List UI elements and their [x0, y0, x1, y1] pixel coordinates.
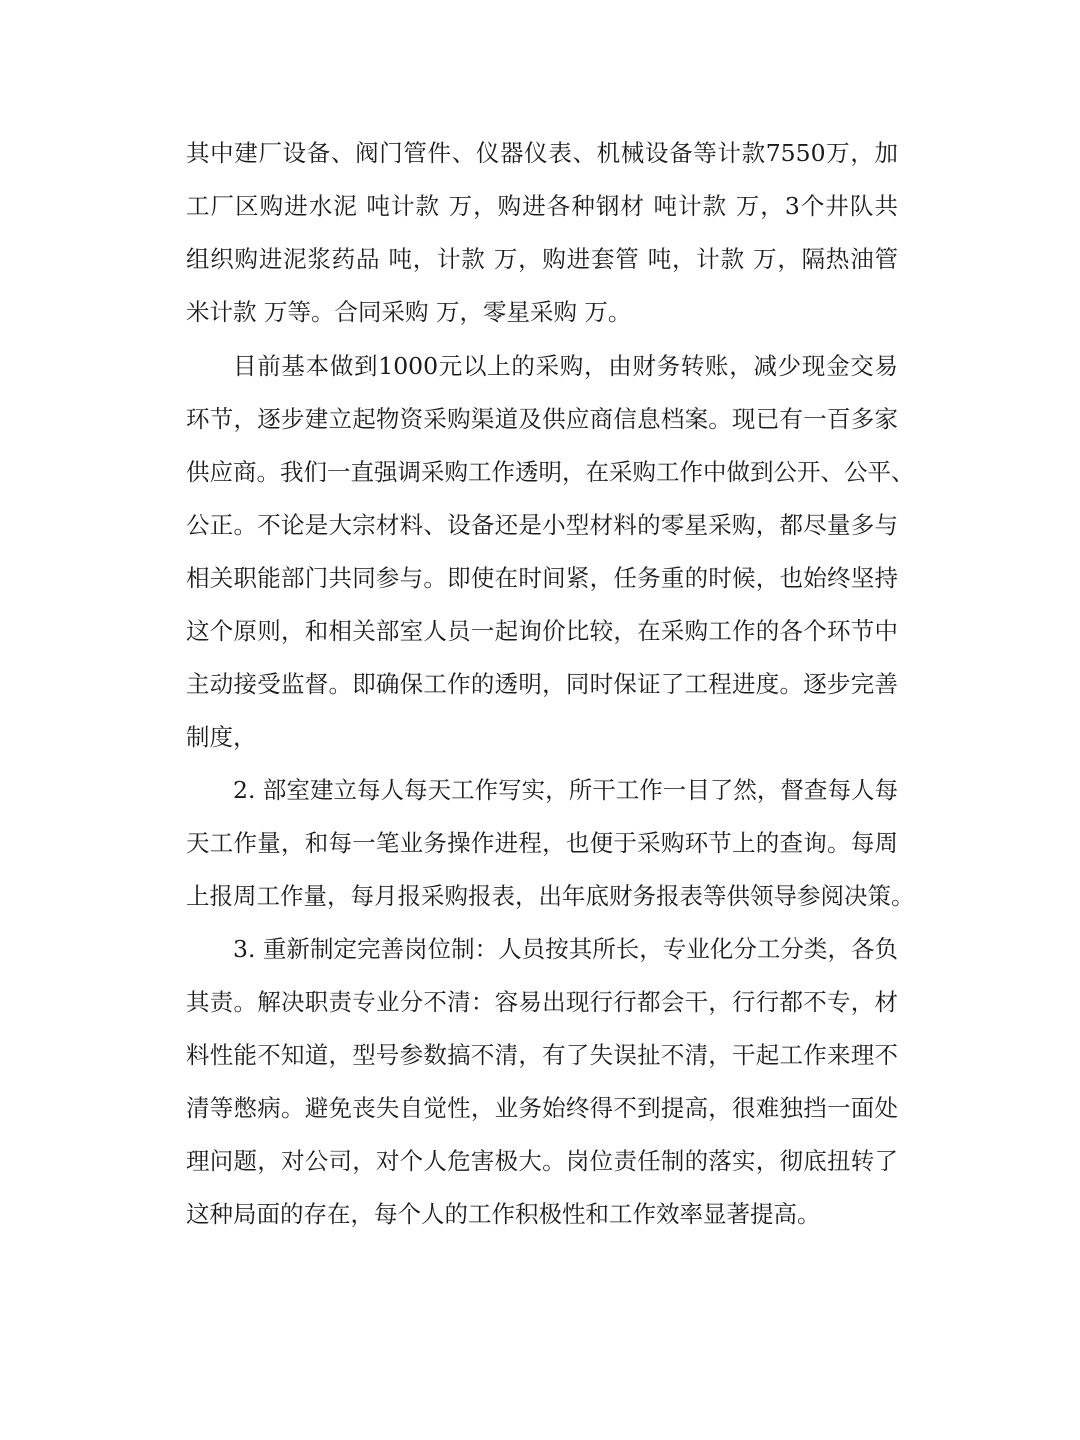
- text-line: 工厂区购进水泥 吨计款 万，购进各种钢材 吨计款 万，3个井队共: [186, 192, 898, 220]
- text-line: 天工作量，和每一笔业务操作进程，也便于采购环节上的查询。每周: [186, 829, 898, 857]
- text-line: 其责。解决职责专业分不清：容易出现行行都会干，行行都不专，材: [186, 988, 898, 1016]
- text-line: 主动接受监督。即确保工作的透明，同时保证了工程进度。逐步完善: [186, 670, 898, 698]
- text-line: 环节，逐步建立起物资采购渠道及供应商信息档案。现已有一百多家: [186, 405, 898, 433]
- text-line: 相关职能部门共同参与。即使在时间紧，任务重的时候，也始终坚持: [186, 564, 898, 592]
- text-line: 上报周工作量，每月报采购报表，出年底财务报表等供领导参阅决策。: [186, 882, 915, 910]
- text-line: 清等憋病。避免丧失自觉性，业务始终得不到提高，很难独挡一面处: [186, 1094, 898, 1122]
- paragraph-transparency: [186, 340, 915, 764]
- text-line: 组织购进泥浆药品 吨，计款 万，购进套管 吨，计款 万，隔热油管: [186, 245, 898, 273]
- text-line: 供应商。我们一直强调采购工作透明，在采购工作中做到公开、公平、: [186, 458, 915, 486]
- text-line: 3. 重新制定完善岗位制：人员按其所长，专业化分工分类，各负: [233, 935, 898, 963]
- text-line: 理问题，对公司，对个人危害极大。岗位责任制的落实，彻底扭转了: [186, 1147, 898, 1175]
- text-line: 其中建厂设备、阀门管件、仪器仪表、机械设备等计款7550万，加: [186, 139, 898, 167]
- text-line: 这种局面的存在，每个人的工作积极性和工作效率显著提高。: [186, 1200, 821, 1228]
- paragraph-item-3: [186, 923, 898, 1241]
- text-line: 料性能不知道，型号参数搞不清，有了失误扯不清，干起工作来理不: [186, 1041, 898, 1069]
- text-line: 米计款 万等。合同采购 万，零星采购 万。: [186, 298, 632, 326]
- text-line: 目前基本做到1000元以上的采购，由财务转账，减少现金交易: [233, 352, 898, 380]
- text-line: 制度，: [186, 723, 257, 751]
- text-line: 这个原则，和相关部室人员一起询价比较，在采购工作的各个环节中: [186, 617, 898, 645]
- document-body: [186, 127, 915, 1241]
- text-line: 公正。不论是大宗材料、设备还是小型材料的零星采购，都尽量多与: [186, 511, 898, 539]
- text-line: 2. 部室建立每人每天工作写实，所干工作一目了然，督查每人每: [233, 776, 898, 804]
- paragraph-procurement-amounts: [186, 127, 898, 339]
- paragraph-item-2: [186, 764, 915, 923]
